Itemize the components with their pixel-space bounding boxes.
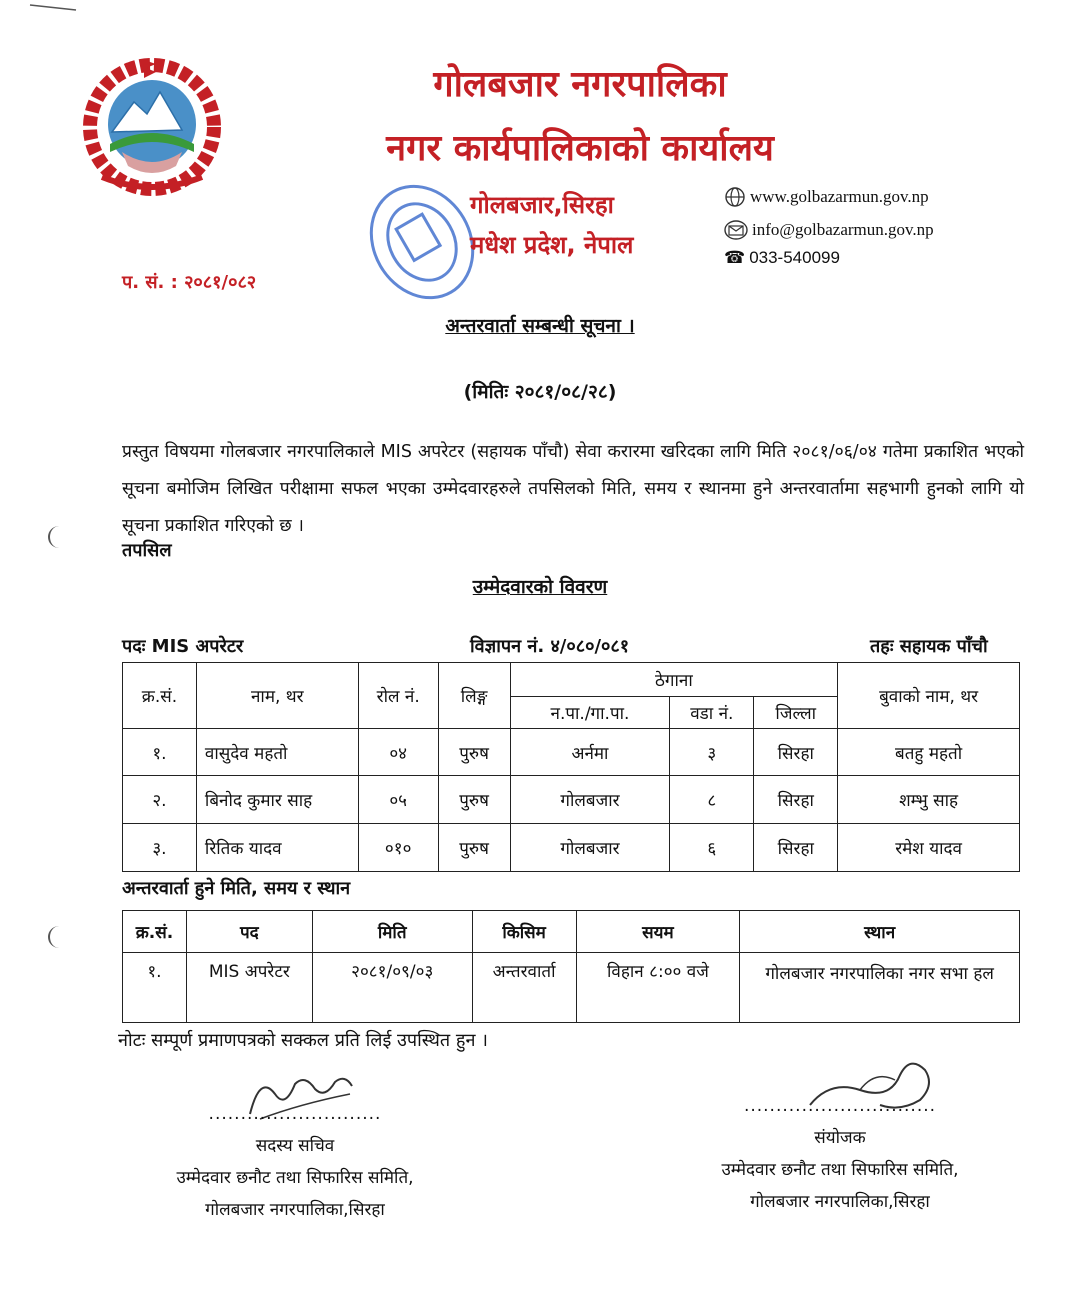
post-label: पदः MIS अपरेटर: [122, 636, 244, 657]
phone-icon: ☎: [724, 248, 746, 267]
candidate-details-heading: उम्मेदवारको विवरण: [472, 576, 608, 598]
cell-sn: १.: [123, 953, 187, 1023]
cell-gender: पुरुष: [438, 776, 510, 824]
schedule-table: [122, 910, 1020, 1023]
table-row: [123, 776, 1020, 824]
address-line-1: गोलबजार,सिरहा: [470, 191, 614, 219]
advert-number: विज्ञापन नं. ४/०८०/०८१: [470, 636, 630, 657]
col-header-date: मिति: [312, 911, 472, 953]
cell-date: २०८१/०९/०३: [312, 953, 472, 1023]
cell-municipality: अर्नमा: [510, 729, 670, 776]
cell-ward: ३: [670, 729, 754, 776]
cell-venue: गोलबजार नगरपालिका नगर सभा हल: [740, 953, 1020, 1023]
col-header-municipality: न.पा./गा.पा.: [510, 697, 670, 729]
notice-title: अन्तरवार्ता सम्बन्धी सूचना ।: [445, 315, 635, 337]
nepal-emblem-logo: [72, 52, 232, 202]
cell-name: बिनोद कुमार साह: [196, 776, 358, 824]
cell-post: MIS अपरेटर: [186, 953, 312, 1023]
cell-type: अन्तरवार्ता: [472, 953, 576, 1023]
signatory-title: संयोजक: [814, 1128, 866, 1148]
cell-district: सिरहा: [754, 824, 838, 872]
cell-name: वासुदेव महतो: [196, 729, 358, 776]
cell-district: सिरहा: [754, 729, 838, 776]
committee-name: उम्मेदवार छनौट तथा सिफारिस समिति,: [721, 1160, 959, 1180]
col-header-venue: स्थान: [740, 911, 1020, 953]
cell-gender: पुरुष: [438, 729, 510, 776]
cell-gender: पुरुष: [438, 824, 510, 872]
col-header-name: नाम, थर: [196, 663, 358, 729]
col-header-post: पद: [186, 911, 312, 953]
cell-roll: ०१०: [358, 824, 438, 872]
candidates-table: [122, 662, 1020, 872]
table-row: [123, 824, 1020, 872]
email-icon: [724, 220, 748, 240]
signature-block-right: [680, 1090, 1000, 1218]
scan-mark: [48, 926, 60, 948]
level-label: तहः सहायक पाँचौ: [870, 636, 988, 657]
phone-number: 033-540099: [749, 248, 840, 267]
signature-line: ...........................: [208, 1104, 382, 1124]
note-text: नोटः सम्पूर्ण प्रमाणपत्रको सक्कल प्रति लिई उपस्थित हुन ।: [118, 1030, 489, 1051]
tapasil-label: तपसिल: [122, 540, 172, 561]
cell-roll: ०४: [358, 729, 438, 776]
committee-place: गोलबजार नगरपालिका,सिरहा: [205, 1200, 385, 1220]
signatory-title: सदस्य सचिव: [255, 1136, 335, 1156]
notice-paragraph: प्रस्तुत विषयमा गोलबजार नगरपालिकाले MIS अपरेटर (सहायक पाँचौ) सेवा करारमा खरिदका लागि मिति २०८१/०६/०४ गतेमा प्रकाशित भएको सूचना बमोजिम लिखित परीक्षामा सफल भएका उम्मेदवारहरुले तपसिलको मिति, समय र स्थानमा हुने अन्तरवार्तामा सहभागी हुनको लागि यो सूचना प्रकाशित गरिएको छ ।: [122, 442, 1024, 536]
cell-father: बतहु महतो: [838, 729, 1020, 776]
col-header-ward: वडा नं.: [670, 697, 754, 729]
cell-sn: ३.: [123, 824, 197, 872]
committee-place: गोलबजार नगरपालिका,सिरहा: [750, 1192, 930, 1212]
cell-father: रमेश यादव: [838, 824, 1020, 872]
cell-municipality: गोलबजार: [510, 776, 670, 824]
cell-time: विहान ८:०० वजे: [576, 953, 740, 1023]
email-link[interactable]: info@golbazarmun.gov.np: [752, 220, 934, 239]
cell-sn: २.: [123, 776, 197, 824]
table-row: [123, 953, 1020, 1023]
col-header-district: जिल्ला: [754, 697, 838, 729]
col-header-roll: रोल नं.: [358, 663, 438, 729]
cell-ward: ६: [670, 824, 754, 872]
municipality-name: गोलबजार नगरपालिका: [433, 64, 727, 105]
cell-ward: ८: [670, 776, 754, 824]
signature-line: ..............................: [743, 1096, 937, 1116]
table-row: [123, 729, 1020, 776]
scan-mark: [28, 2, 78, 12]
cell-district: सिरहा: [754, 776, 838, 824]
col-header-time: सयम: [576, 911, 740, 953]
committee-name: उम्मेदवार छनौट तथा सिफारिस समिति,: [176, 1168, 414, 1188]
col-header-address: ठेगाना: [510, 663, 838, 697]
col-header-father: बुवाको नाम, थर: [838, 663, 1020, 729]
col-header-sn: क्र.सं.: [123, 663, 197, 729]
col-header-sn: क्र.सं.: [123, 911, 187, 953]
schedule-heading: अन्तरवार्ता हुने मिति, समय र स्थान: [122, 878, 351, 899]
website-row: [724, 186, 929, 208]
address-line-2: मधेश प्रदेश, नेपाल: [470, 231, 634, 259]
website-link[interactable]: www.golbazarmun.gov.np: [750, 187, 929, 206]
email-row: [724, 220, 934, 240]
signature-block-left: [140, 1098, 450, 1226]
cell-roll: ०५: [358, 776, 438, 824]
phone-row: [724, 248, 840, 268]
cell-sn: १.: [123, 729, 197, 776]
reference-number: प. सं. : २०८१/०८२: [122, 272, 257, 293]
office-name: नगर कार्यपालिकाको कार्यालय: [386, 128, 774, 169]
cell-name: रितिक यादव: [196, 824, 358, 872]
col-header-gender: लिङ्ग: [438, 663, 510, 729]
globe-icon: [724, 186, 746, 208]
office-stamp: [362, 172, 482, 312]
scan-mark: [48, 526, 60, 548]
col-header-type: किसिम: [472, 911, 576, 953]
cell-father: शम्भु साह: [838, 776, 1020, 824]
notice-date: (मितिः २०८१/०८/२८): [463, 381, 617, 403]
cell-municipality: गोलबजार: [510, 824, 670, 872]
